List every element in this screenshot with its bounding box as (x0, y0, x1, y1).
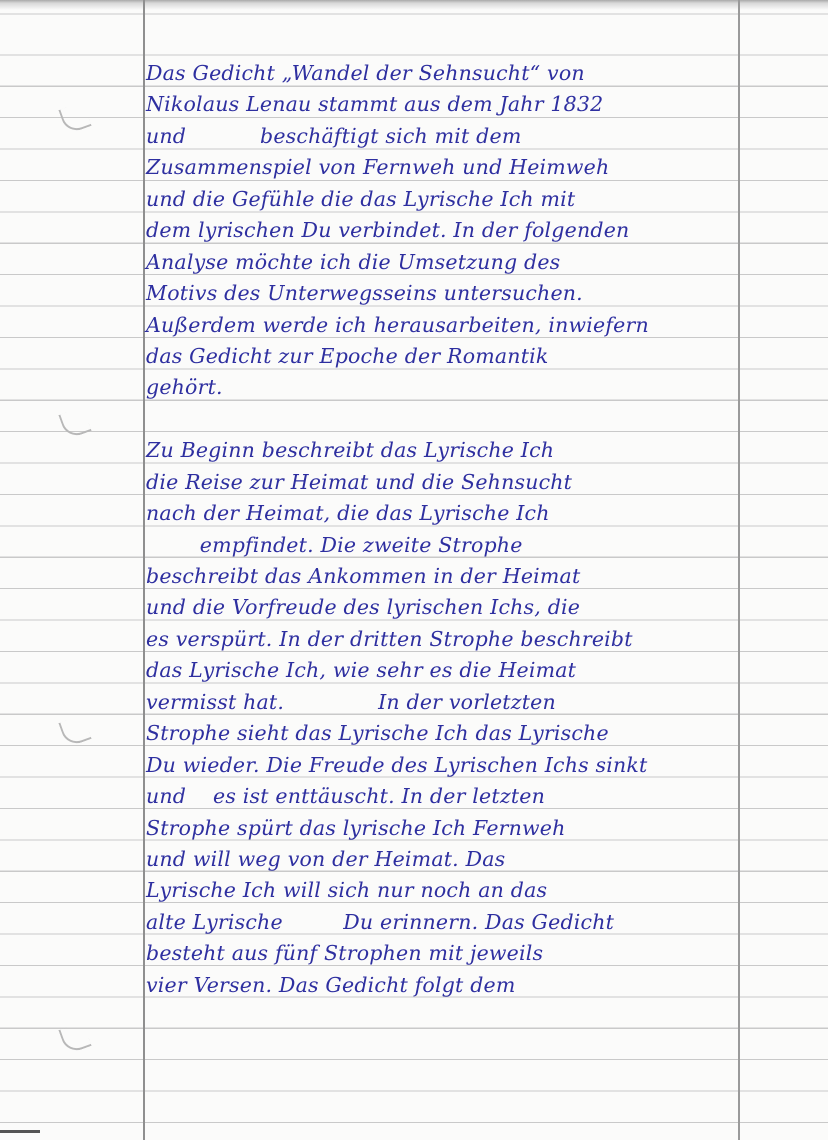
text-line: und beschäftigt sich mit dem (146, 123, 522, 148)
text-line: und will weg von der Heimat. Das (146, 846, 506, 871)
punch-hole-mark (58, 101, 91, 134)
left-margin-line (143, 0, 145, 1140)
text-line: vier Versen. Das Gedicht folgt dem (146, 972, 516, 997)
text-line: Strophe sieht das Lyrische Ich das Lyrische (146, 721, 609, 746)
text-line: beschreibt das Ankommen in der Heimat (146, 564, 581, 588)
text-line: Nikolaus Lenau stammt aus dem Jahr 1832 (146, 92, 604, 117)
text-line: und die Gefühle die das Lyrische Ich mit (146, 186, 576, 211)
text-line: Lyrische Ich will sich nur noch an das (146, 878, 548, 903)
text-line: Zusammenspiel von Fernweh und Heimweh (146, 155, 610, 180)
text-line: und es ist enttäuscht. In der letzten (146, 784, 545, 809)
text-line: das Lyrische Ich, wie sehr es die Heimat (146, 658, 577, 683)
page-top-edge (0, 0, 828, 10)
text-line: alte Lyrische Du erinnern. Das Gedicht (146, 909, 615, 934)
handwritten-text (146, 58, 746, 1001)
text-line: und die Vorfreude des lyrischen Ichs, die (146, 595, 581, 620)
text-line: empfindet. Die zweite Strophe (146, 532, 523, 557)
text-line: Du wieder. Die Freude des Lyrischen Ichs sinkt (146, 752, 648, 777)
text-line: Das Gedicht „Wandel der Sehnsucht“ von (146, 61, 585, 85)
text-line: nach der Heimat, die das Lyrische Ich (146, 501, 550, 526)
text-line (146, 404, 746, 435)
text-line: Außerdem werde ich herausarbeiten, inwiefern (146, 312, 649, 337)
page-bottom-mark (0, 1130, 40, 1133)
text-line: es verspürt. In der dritten Strophe beschreibt (146, 626, 633, 651)
text-line: dem lyrischen Du verbindet. In der folgenden (146, 218, 630, 243)
text-line: Motivs des Unterwegsseins untersuchen. (146, 281, 583, 306)
punch-hole-mark (58, 714, 91, 747)
text-line: gehört. (146, 375, 223, 400)
text-line: Zu Beginn beschreibt das Lyrische Ich (146, 438, 555, 463)
text-line: besteht aus fünf Strophen mit jeweils (146, 941, 544, 966)
text-line: die Reise zur Heimat und die Sehnsucht (146, 469, 573, 494)
punch-hole-mark (58, 406, 91, 439)
text-line: vermisst hat. In der vorletzten (146, 689, 556, 714)
text-line: das Gedicht zur Epoche der Romantik (146, 343, 549, 368)
punch-hole-mark (58, 1021, 91, 1054)
text-line: Strophe spürt das lyrische Ich Fernweh (146, 815, 566, 840)
text-line: Analyse möchte ich die Umsetzung des (146, 249, 561, 274)
